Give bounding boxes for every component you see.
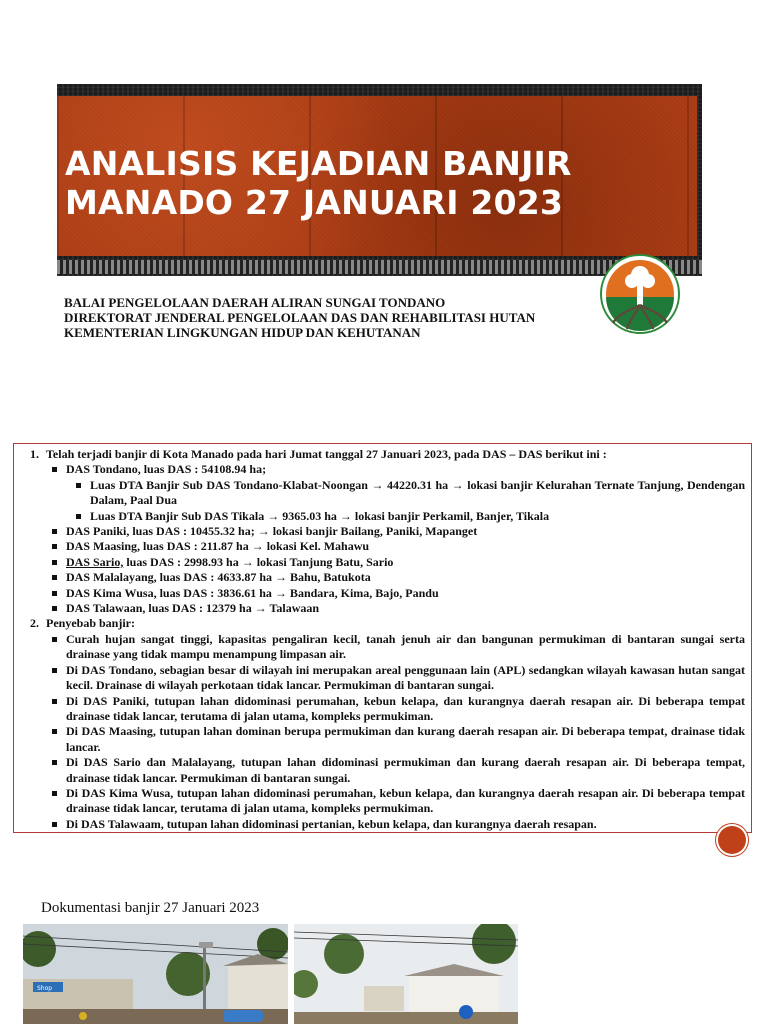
photo2-house [409,974,499,1014]
cause-1: Curah hujan sangat tinggi, kapasitas pengaliran kecil, tanah jenuh air dan bangunan permukiman di bantaran sungai serta drainase yang tidak mampu menampung limpasan air. [66,631,745,662]
watershed-kima-wusa: DAS Kima Wusa, luas DAS : 3836.61 ha → Bandara, Kima, Bajo, Pandu [66,586,745,601]
watershed-tondano-text: DAS Tondano, luas DAS : 54108.94 ha; [66,462,267,477]
watershed-maasing: DAS Maasing, luas DAS : 211.87 ha → lokasi Kel. Mahawu [66,539,745,554]
cause-4: Di DAS Maasing, tutupan lahan dominan berupa permukiman dan kurang daerah resapan air. Di beberapa tempat, drainase tidak lancar. [66,724,745,754]
photo1-person [79,1012,87,1020]
org-line-1: BALAI PENGELOLAAN DAERAH ALIRAN SUNGAI TONDANO [64,295,446,310]
decorative-circle [718,826,746,854]
page-title [65,144,665,222]
watershed-sario-name: DAS Sario, [66,554,124,569]
tondano-sub-2: Luas DTA Banjir Sub DAS Tikala → 9365.03 ha → lokasi banjir Perkamil, Banjer, Tikala [90,509,745,524]
flood-analysis-box [13,443,752,833]
watershed-sario [66,555,745,570]
flood-photo-1 [23,924,288,1024]
title-banner-red-panel [57,96,697,256]
photo1-lamp-head [199,942,213,948]
organization-block [64,295,604,340]
analysis-item-2 [42,616,745,832]
cause-2: Di DAS Tondano, sebagian besar di wilayah ini merupakan areal penggunaan lain (APL) sedangkan wilayah kawasan hutan sangat kecil. Drainase di wilayah perkotaan tidak lancar. Permukiman di bantaran sungai. [66,662,745,693]
analysis-list [20,447,745,832]
watershed-talawaan: DAS Talawaan, luas DAS : 12379 ha → Talawaan [66,601,745,616]
photo2-wall [364,986,404,1011]
photo1-house [228,964,288,1009]
photo1-shop-sign-text: Shop [37,985,53,992]
documentation-caption: Dokumentasi banjir 27 Januari 2023 [41,900,260,916]
item-2-text: Penyebab banjir: [46,616,136,631]
cause-list [46,632,745,832]
cause-6: Di DAS Kima Wusa, tutupan lahan didominasi perumahan, kebun kelapa, dan kurangnya daerah resapan air. Di beberapa tempat drainase tidak lancar, terutama di jalan utama, kompleks permukiman. [66,785,745,816]
page-title-line-1: ANALISIS KEJADIAN BANJIR [65,144,572,183]
analysis-item-1 [42,447,745,616]
watershed-sario-rest: luas DAS : 2998.93 ha → lokasi Tanjung Batu, Sario [123,554,394,569]
tondano-sub-1: Luas DTA Banjir Sub DAS Tondano-Klabat-Noongan → 44220.31 ha → lokasi banjir Kelurahan Ternate Tanjung, Dendengan Dalam, Paal Dua [90,477,745,508]
watershed-tondano [66,462,745,524]
watershed-malalayang: DAS Malalayang, luas DAS : 4633.87 ha → Bahu, Batukota [66,570,745,585]
tondano-sub-list [66,478,745,524]
photo1-tree-right [257,928,288,960]
page-title-line-2: MANADO 27 JANUARI 2023 [65,183,564,222]
watershed-list [46,462,745,616]
cause-5: Di DAS Sario dan Malalayang, tutupan lahan didominasi permukiman dan kurang daerah resapan air. Di beberapa tempat, drainase tidak lancar. Permukiman di bantaran sungai. [66,755,745,785]
title-banner [57,84,702,276]
cause-7: Di DAS Talawaam, tutupan lahan didominasi pertanian, kebun kelapa, dan kurangnya daerah resapan. [66,817,745,832]
logo-tree-crown-right [641,274,655,288]
logo-tree-crown-left [625,274,639,288]
item-1-text: Telah terjadi banjir di Kota Manado pada hari Jumat tanggal 27 Januari 2023, pada DAS – DAS berikut ini : [46,447,607,461]
logo-tree-trunk [637,281,643,305]
watershed-paniki: DAS Paniki, luas DAS : 10455.32 ha; → lokasi banjir Bailang, Paniki, Mapanget [66,524,745,539]
org-line-2: DIREKTORAT JENDERAL PENGELOLAAN DAS DAN REHABILITASI HUTAN [64,310,536,325]
org-line-3: KEMENTERIAN LINGKUNGAN HIDUP DAN KEHUTANAN [64,325,421,340]
photo1-lamp-post [203,946,206,1016]
photo2-person-blue [459,1005,473,1019]
flood-photo-2 [294,924,518,1024]
ministry-tree-logo-icon [599,253,681,335]
photo1-car [223,1010,263,1022]
cause-3: Di DAS Paniki, tutupan lahan didominasi perumahan, kebun kelapa, dan kurangnya daerah resapan air. Di beberapa tempat drainase tidak lancar, terutama di jalan utama, kompleks permukiman. [66,693,745,723]
photo2-flood-water [294,1012,518,1024]
